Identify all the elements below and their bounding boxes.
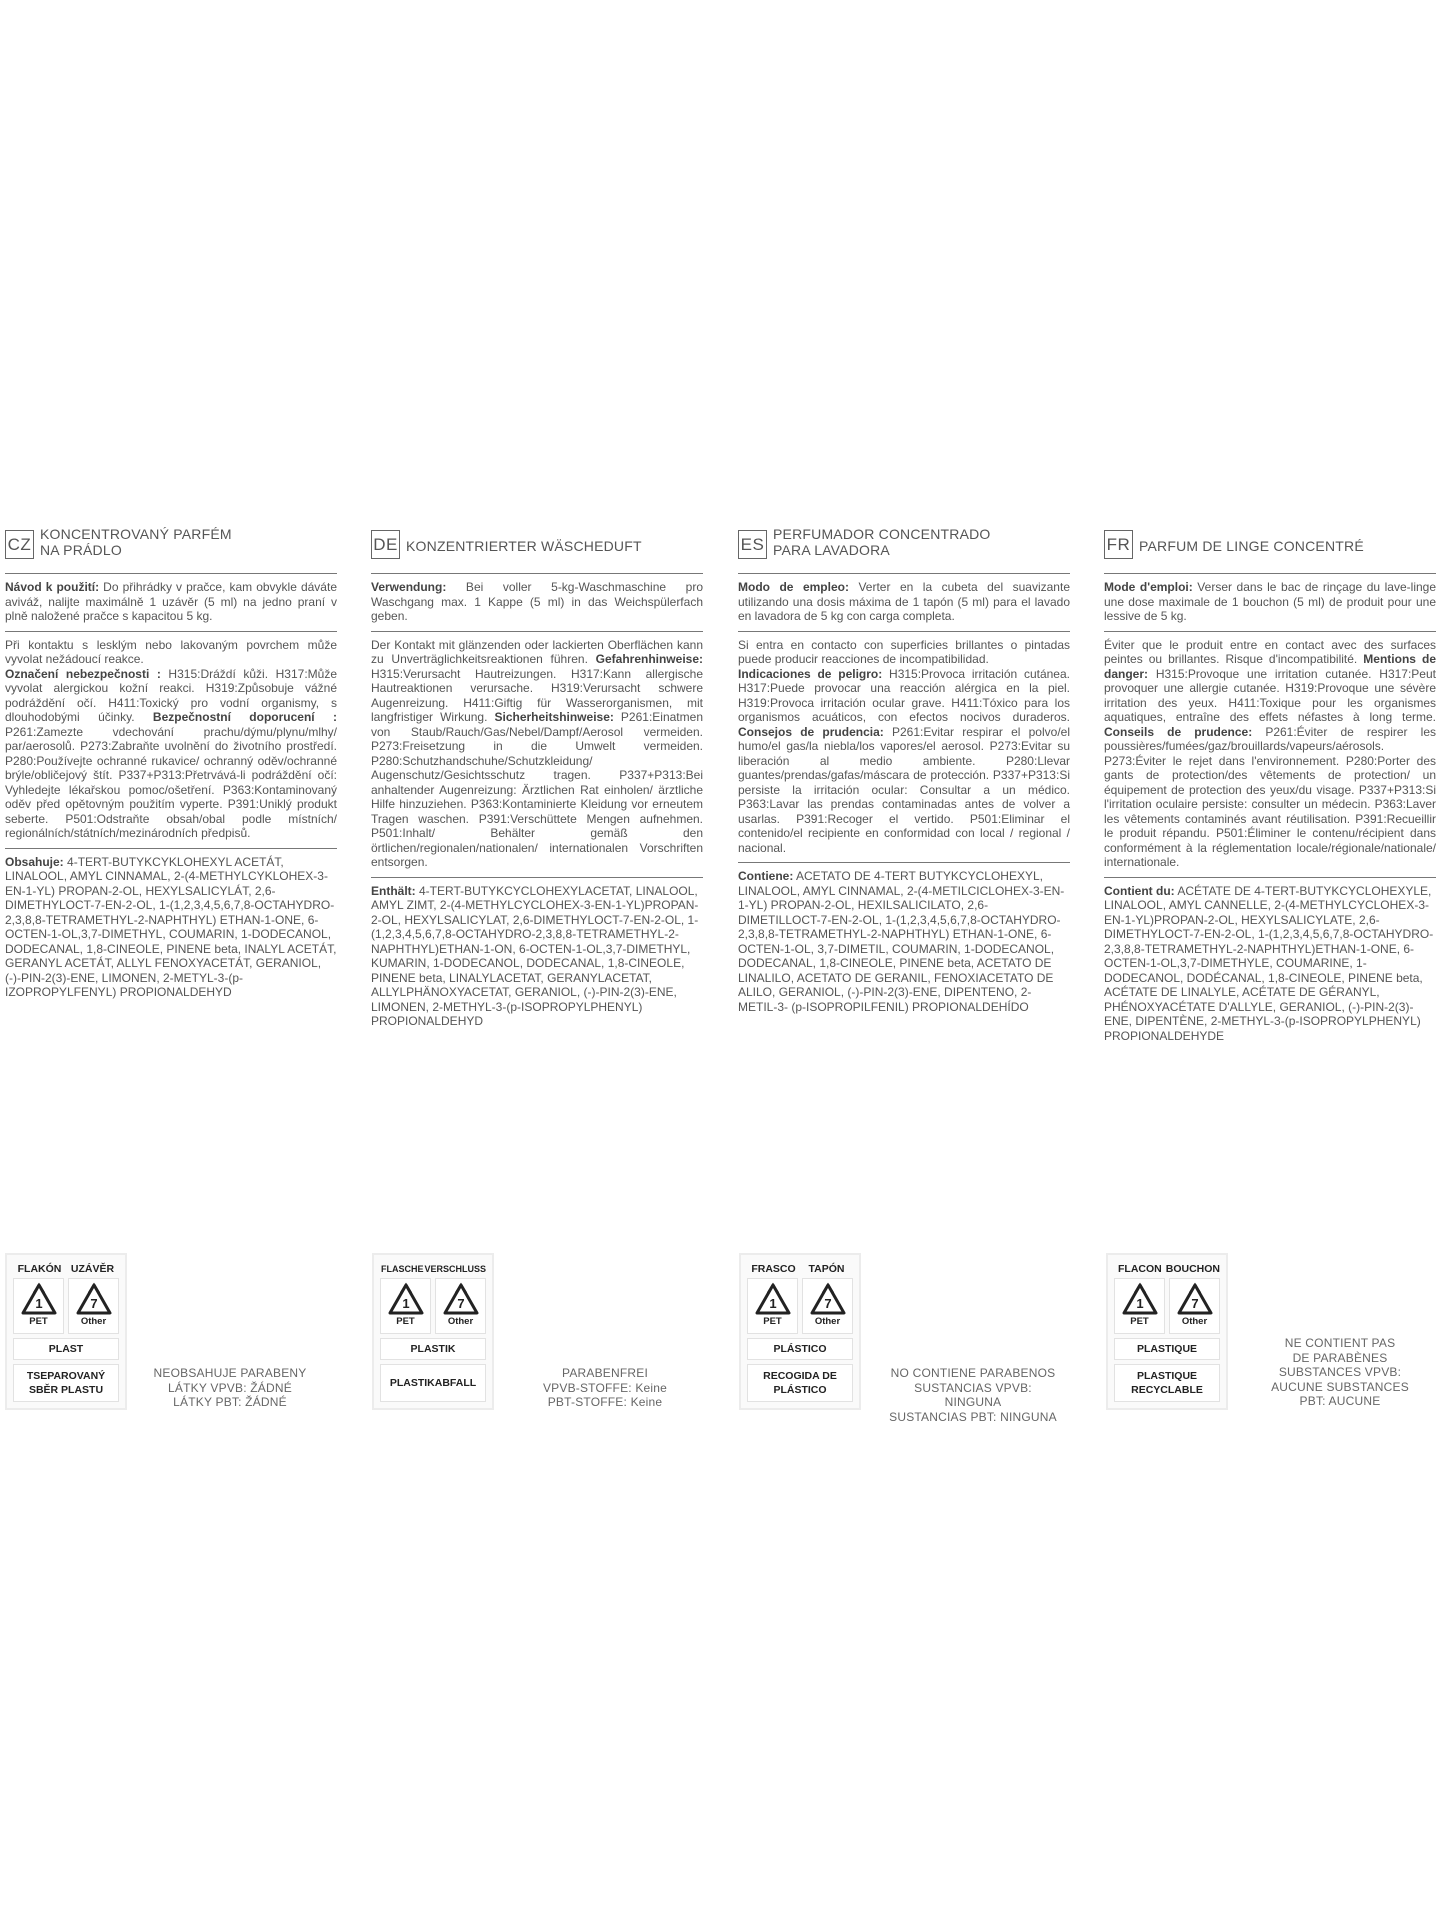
- usage-instructions: Mode d'emploi: Verser dans le bac de rinçage du lave-linge une dose maximale de 1 bouchon (5 ml) de produit pour une lessive de 5 kg.: [1104, 580, 1437, 623]
- divider: [1104, 877, 1436, 878]
- language-code: ES: [738, 530, 767, 559]
- language-code: CZ: [5, 530, 34, 559]
- divider: [738, 573, 1070, 574]
- cap-label: BOUCHON: [1165, 1263, 1220, 1275]
- divider: [371, 573, 703, 574]
- parabens-note-es: NO CONTIENE PARABENOS SUSTANCIAS VPVB: NINGUNA SUSTANCIAS PBT: NINGUNA: [889, 1366, 1057, 1424]
- parabens-note-de: PARABENFREI VPVB-STOFFE: Keine PBT-STOFFE: Keine: [542, 1366, 668, 1409]
- product-title: PARFUM DE LINGE CONCENTRÉ: [1139, 538, 1364, 554]
- other-recycle-icon: 7 Other: [68, 1278, 119, 1334]
- divider: [1104, 573, 1436, 574]
- safety-warnings: Při kontaktu s lesklým nebo lakovaným povrchem může vyvolat nežádoucí reakce. Označení nebezpečnosti : H315:Dráždí kůži. H317:Může vyvolat alergickou kožní reakci. H319:Způsobuje vážné podráždění očí. H411:Toxický pro vodní organismy, s dlouhodobými účinky. Bezpečnostní doporucení : P261:Zamezte vdechování prachu/dýmu/plynu/mlhy/ par/aerosolů. P273:Zabraňte uvolnění do životního prostředí. P280:Používejte ochranné rukavice/ ochranný oděv/ochranné brýle/obličejový štít. P337+P313:Přetrvává-li podráždění očí: Vyhledejte lékařskou pomoc/ošetření. P363:Kontaminovaný oděv před opětovným použitím vyperte. P391:Uniklý produkt seberte. P501:Odstraňte obsah/obal podle místních/ regionálních/státních/mezinárodních předpisů.: [5, 637, 337, 840]
- ingredients: Contient du: ACÉTATE DE 4-TERT-BUTYKCYCLOHEXYLE, LINALOOL, AMYL CANNELLE, 2-(4-METHYLCYCLOHEX-3-EN-1-YL)PROPAN-2-OL, HEXYLSALICYLATE, 2,6-DIMETHYLOCT-7-EN-2-OL, 1-(1,2,3,4,5,6,7,8-OCTAHYDRO-2,3,8,8-TETRAMETHYL-2-NAPHTHYL)ETHAN-1-ONE, 6-OCTEN-1-OL,3,7-DIMETHYLE, COUMARINE, 1-DODECANOL, DODÉCANAL, 1,8-CINEOLE, PINENE beta, ACÉTATE DE LINALYLE, ACÉTATE DE GÉRANYL, PHÉNOXYACÉTATE D'ALLYLE, GERANIOL, (-)-PIN-2(3)-ENE, DIPENTÈNE, 2-METHYL-3-(p-ISOPROPYLPHENYL) PROPIONALDEHYDE: [1104, 883, 1434, 1043]
- product-title: KONZENTRIERTER WÄSCHEDUFT: [406, 538, 642, 554]
- recycle-triangle-icon: [20, 1282, 58, 1318]
- parabens-note-cz: NEOBSAHUJE PARABENY LÁTKY VPVB: ŽÁDNÉ LÁTKY PBT: ŽÁDNÉ: [153, 1366, 307, 1409]
- divider: [738, 862, 1070, 863]
- material-label: PLÁSTICO: [747, 1338, 853, 1360]
- svg-text:7: 7: [89, 1296, 98, 1311]
- disposal-label: RECOGIDA DE PLÁSTICO: [747, 1364, 853, 1402]
- recycle-triangle-icon: [809, 1282, 847, 1318]
- divider: [5, 631, 337, 632]
- material-label: PLAST: [13, 1338, 119, 1360]
- recycling-box-cz: [5, 1253, 127, 1410]
- divider: [738, 631, 1070, 632]
- divider: [371, 631, 703, 632]
- material-label: PLASTIK: [380, 1338, 486, 1360]
- column-es: [738, 526, 1070, 1014]
- svg-text:1: 1: [34, 1296, 43, 1311]
- bottle-label: FLACON: [1118, 1263, 1162, 1275]
- recycle-triangle-icon: [1176, 1282, 1214, 1318]
- svg-text:7: 7: [456, 1296, 465, 1311]
- usage-instructions: Modo de empleo: Verter en la cubeta del suavizante utilizando una dosis máxima de 1 tapón (5 ml) para el lavado en lavadora de 5 kg con carga completa.: [738, 580, 1070, 623]
- recycle-triangle-icon: [442, 1282, 480, 1318]
- usage-instructions: Verwendung: Bei voller 5-kg-Waschmaschine pro Waschgang max. 1 Kappe (5 ml) in das Weichspülerfach geben.: [371, 580, 703, 623]
- other-recycle-icon: 7 Other: [435, 1278, 486, 1334]
- svg-text:1: 1: [1135, 1296, 1144, 1311]
- divider: [5, 573, 337, 574]
- product-title: KONCENTROVANÝ PARFÉM NA PRÁDLO: [40, 526, 232, 558]
- recycle-triangle-icon: [754, 1282, 792, 1318]
- column-de: [371, 526, 703, 1029]
- language-code: DE: [371, 530, 400, 559]
- safety-warnings: Si entra en contacto con superficies brillantes o pintadas puede producir reacciones de incompatibilidad. Indicaciones de peligro: H315:Provoca irritación cutánea. H317:Puede provocar una reacción alérgica en la piel. H319:Provoca irritación ocular grave. H411:Tóxico para los organismos acuáticos, con efectos nocivos duraderos. Consejos de prudencia: P261:Evitar respirar el polvo/el humo/el gas/la niebla/los vapores/el aerosol. P273:Evitar su liberación al medio ambiente. P280:Llevar guantes/prendas/gafas/máscara de protección. P337+P313:Si persiste la irritación ocular: Consultar a un médico. P363:Lavar las prendas contaminadas antes de volver a usarlas. P391:Recoger el vertido. P501:Eliminar el contenido/el recipiente en conformidad con local / regional / nacional.: [738, 637, 1070, 855]
- safety-warnings: Der Kontakt mit glänzenden oder lackierten Oberflächen kann zu Unverträglichkeitsreaktionen führen. Gefahrenhinweise: H315:Verursacht Hautreizungen. H317:Kann allergische Hautreaktionen verursache. H319:Verursacht schwere Augenreizung. H411:Giftig für Wasserorganismen, mit langfristiger Wirkung. Sicherheitshinweise: P261:Einatmen von Staub/Rauch/Gas/Nebel/Dampf/Aerosol vermeiden. P273:Freisetzung in die Umwelt vermeiden. P280:Schutzhandschuhe/Schutzkleidung/ Augenschutz/Gesichtsschutz tragen. P337+P313:Bei anhaltender Augenreizung: Ärztlichen Rat einholen/ ärztliche Hilfe hinzuziehen. P363:Kontaminierte Kleidung vor erneutem Tragen waschen. P391:Verschüttete Mengen aufnehmen. P501:Inhalt/ Behälter gemäß den örtlichen/regionalen/nationalen/ internationalen Vorschriften entsorgen.: [371, 637, 703, 869]
- ingredients: Obsahuje: 4-TERT-BUTYKCYKLOHEXYL ACETÁT, LINALOOL, AMYL CINNAMAL, 2-(4-METHYLCYKLOHEX-3-EN-1-YL) PROPAN-2-OL, HEXYLSALICYLÁT, 2,6-DIMETHYLOCT-7-EN-2-OL, 1-(1,2,3,4,5,6,7,8-OCTAHYDRO-2,3,8,8-TETRAMETHYL-2-NAPHTHYL) ETHAN-1-ONE, 6-OCTEN-1-OL,3,7-DIMETHYL, COUMARIN, 1-DODECANOL, DODECANAL, 1,8-CINEOLE, PINENE beta, INALYL ACETÁT, GERANYL ACETÁT, ALLYL FENOXYACETÁT, GERANIOL, (-)-PIN-2(3)-ENE, LIMONEN, 2-METYL-3-(p-IZOPROPYLFENYL) PROPIONALDEHYD: [5, 854, 337, 999]
- cap-label: VERSCHLUSS: [424, 1264, 486, 1274]
- svg-text:7: 7: [1190, 1296, 1199, 1311]
- language-code: FR: [1104, 530, 1133, 559]
- column-header: [1104, 526, 1436, 566]
- usage-instructions: Návod k použití: Do přihrádky v pračce, kam obvykle dáváte aviváž, nalijte maximálně 1 uzávěr (5 ml) na jedno praní v plně naložené pračce s kapacitou 5 kg.: [5, 580, 337, 623]
- disposal-label: PLASTIKABFALL: [380, 1364, 486, 1402]
- other-recycle-icon: 7 Other: [802, 1278, 853, 1334]
- divider: [5, 848, 337, 849]
- parabens-note-fr: NE CONTIENT PAS DE PARABÈNES SUBSTANCES VPVB: AUCUNE SUBSTANCES PBT: AUCUNE: [1271, 1336, 1409, 1408]
- disposal-label: TSEPAROVANÝ SBĚR PLASTU: [13, 1364, 119, 1402]
- ingredients: Enthält: 4-TERT-BUTYKCYCLOHEXYLACETAT, LINALOOL, AMYL ZIMT, 2-(4-METHYLCYCLOHEX-3-EN-1-YL)PROPAN-2-OL, HEXYLSALICYLAT, 2,6-DIMETHYLOCT-7-EN-2-OL, 1-(1,2,3,4,5,6,7,8-OCTAHYDRO-2,3,8,8-TETRAMETHYL-2-NAPHTHYL)ETHAN-1-ON, 6-OCTEN-1-OL,3,7-DIMETHYL, KUMARIN, 1-DODECANOL, DODECANAL, 1,8-CINEOLE, PINENE beta, LINALYLACETAT, GERANYLACETAT, ALLYLPHÄNOXYACETAT, GERANIOL, (-)-PIN-2(3)-ENE, LIMONEN, 2-METHYL-3-(p-ISOPROPYLPHENYL) PROPIONALDEHYD: [371, 883, 699, 1028]
- column-header: [738, 526, 1070, 566]
- column-header: [371, 526, 703, 566]
- svg-text:1: 1: [768, 1296, 777, 1311]
- svg-text:7: 7: [823, 1296, 832, 1311]
- column-fr: [1104, 526, 1436, 1043]
- cap-label: UZÁVĚR: [70, 1263, 115, 1275]
- recycle-triangle-icon: [387, 1282, 425, 1318]
- bottle-label: FLAKÓN: [17, 1263, 62, 1275]
- safety-warnings: Éviter que le produit entre en contact avec des surfaces peintes ou brillantes. Risque d'incompatibilité. Mentions de danger: H315:Provoque une irritation cutanée. H317:Peut provoquer une allergie cutanée. H319:Provoque une sévère irritation des yeux. H411:Toxique pour les organismes aquatiques, entraîne des effets néfastes à long terme. Conseils de prudence: P261:Éviter de respirer les poussières/fumées/gaz/brouillards/vapeurs/aérosols. P273:Éviter le rejet dans l'environnement. P280:Porter des gants de protection/des vêtements de protection/ un équipement de protection des yeux/du visage. P337+P313:Si l'irritation oculaire persiste: consulter un médecin. P363:Laver les vêtements contaminés avant réutilisation. P391:Recueillir le produit répandu. P501:Éliminer le contenu/récipient dans conformément à la réglementation locale/régionale/nationale/ internationale.: [1104, 637, 1436, 869]
- bottle-label: FLASCHE: [380, 1264, 424, 1274]
- ingredients: Contiene: ACETATO DE 4-TERT BUTYKCYCLOHEXYL, LINALOOL, AMYL CINNAMAL, 2-(4-METILCICLOHEX-3-EN-1-YL) PROPAN-2-OL, HEXILSALICILATO, 2,6-DIMETILLOCT-7-EN-2-OL, 1-(1,2,3,4,5,6,7,8-OCTAHYDRO-2,3,8,8-TETRAMETHYL-2-NAPHTHYL) ETHAN-1-ONE, 6-OCTEN-1-OL, 3,7-DIMETIL, COUMARIN, 1-DODECANOL, DODECANAL, 1,8-CINEOLE, PINENE beta, ACETATO DE LINALILO, ACETATO DE GERANIL, FENOXIACETATO DE ALILO, GERANIOL, (-)-PIN-2(3)-ENE, DIPENTENO, 2-METIL-3- (p-ISOPROPILFENIL) PROPIONALDEHÍDO: [738, 869, 1065, 1014]
- column-cz: [5, 526, 337, 1000]
- pet-recycle-icon: 1 PET: [13, 1278, 64, 1334]
- divider: [1104, 631, 1436, 632]
- cap-label: TAPÓN: [808, 1263, 845, 1275]
- bottle-label: FRASCO: [751, 1263, 796, 1275]
- recycling-box-fr: [1106, 1253, 1228, 1410]
- material-label: PLASTIQUE: [1114, 1338, 1220, 1360]
- pet-recycle-icon: 1 PET: [1114, 1278, 1165, 1334]
- svg-text:1: 1: [401, 1296, 410, 1311]
- divider: [371, 877, 703, 878]
- recycle-triangle-icon: [75, 1282, 113, 1318]
- disposal-label: PLASTIQUE RECYCLABLE: [1114, 1364, 1220, 1402]
- pet-recycle-icon: 1 PET: [747, 1278, 798, 1334]
- recycling-box-de: [372, 1253, 494, 1410]
- product-title: PERFUMADOR CONCENTRADO PARA LAVADORA: [773, 526, 991, 558]
- other-recycle-icon: 7 Other: [1169, 1278, 1220, 1334]
- pet-recycle-icon: 1 PET: [380, 1278, 431, 1334]
- column-header: [5, 526, 337, 566]
- recycle-triangle-icon: [1121, 1282, 1159, 1318]
- recycling-box-es: [739, 1253, 861, 1410]
